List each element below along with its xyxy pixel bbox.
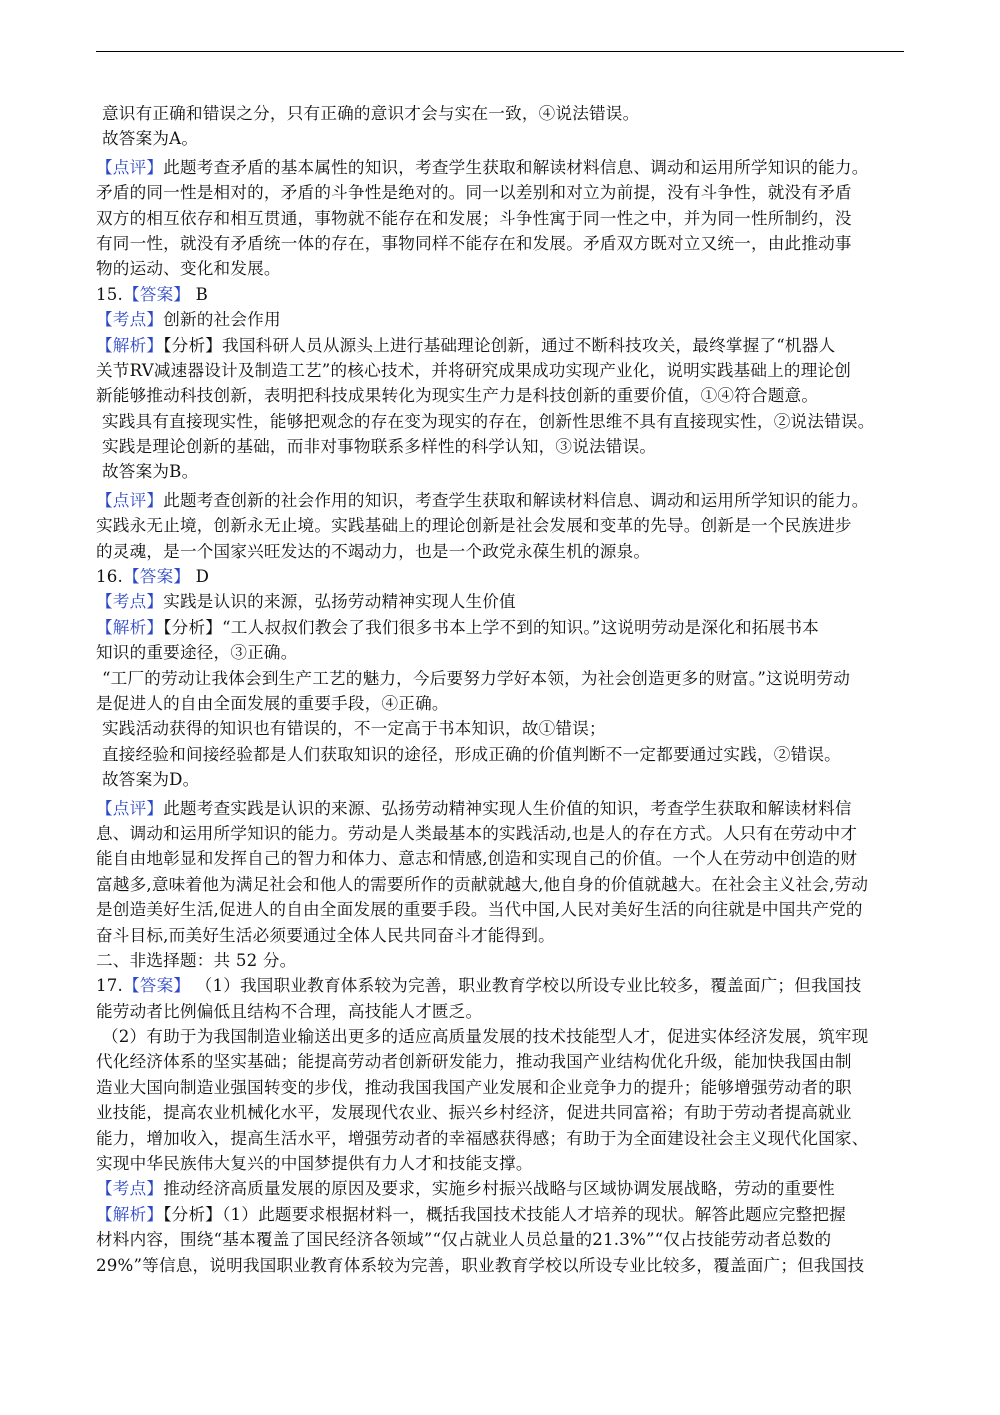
text-line	[96, 821, 906, 846]
text-line	[96, 358, 906, 383]
document-body	[96, 101, 906, 1278]
line-text: 能力，增加收入，提高生活水平，增强劳动者的幸福感获得感；有助于为全面建设社会主义现代化国家、	[96, 1128, 869, 1148]
line-text: 29%”等信息，说明我国职业教育体系较为完善，职业教育学校以所设专业比较多，覆盖面广；但我国技	[96, 1255, 865, 1275]
line-text: 实践永无止境，创新永无止境。实践基础上的理论创新是社会发展和变革的先导。创新是一个民族进步	[96, 516, 852, 536]
text-line	[96, 307, 906, 332]
line-text: 关节RV减速器设计及制造工艺”的核心技术，并将研究成果成功实现产业化，说明实践基础上的理论创	[96, 360, 852, 380]
line-text: 能劳动者比例偏低且结构不合理，高技能人才匮乏。	[96, 1001, 483, 1021]
line-text: 富越多,意味着他为满足社会和他人的需要所作的贡献就越大,他自身的价值就越大。在社会主义社会,劳动	[96, 874, 869, 894]
text-line	[96, 1151, 906, 1176]
text-line	[96, 691, 906, 716]
section-tag: 【答案】	[123, 567, 191, 587]
line-text: 有同一性，就没有矛盾统一体的存在，事物同样不能存在和发展。矛盾双方既对立又统一，由此推动事	[96, 233, 852, 253]
text-line	[96, 640, 906, 665]
line-text: 【分析】“工人叔叔们教会了我们很多书本上学不到的知识。”这说明劳动是深化和拓展书本	[163, 617, 819, 637]
line-text: 实现中华民族伟大复兴的中国梦提供有力人才和技能支撑。	[96, 1154, 533, 1174]
text-line	[96, 383, 906, 408]
line-text: 实践具有直接现实性，能够把观念的存在变为现实的存在，创新性思维不具有直接现实性，②说法错误。	[102, 411, 875, 431]
text-line	[96, 1126, 906, 1151]
text-line	[96, 488, 906, 513]
text-line	[96, 155, 906, 180]
line-text: 故答案为D。	[102, 770, 200, 790]
line-text: D	[190, 567, 210, 587]
line-text: 意识有正确和错误之分，只有正确的意识才会与实在一致，④说法错误。	[102, 104, 640, 123]
line-text: 的灵魂，是一个国家兴旺发达的不竭动力，也是一个政党永葆生机的源泉。	[96, 541, 651, 561]
text-line	[96, 513, 906, 538]
section-tag: 【答案】	[123, 284, 191, 304]
line-text: 造业大国向制造业强国转变的步伐，推动我国我国产业发展和企业竞争力的提升；能够增强劳动者的职	[96, 1077, 852, 1097]
line-text: 奋斗目标,而美好生活必须要通过全体人民共同奋斗才能得到。	[96, 925, 555, 945]
section-tag: 【点评】	[96, 157, 164, 177]
text-line	[96, 615, 906, 640]
text-line	[96, 846, 906, 871]
text-line	[96, 923, 906, 948]
text-line	[96, 434, 906, 459]
question-number: 16.	[96, 567, 123, 587]
line-text: “工厂的劳动让我体会到生产工艺的魅力，今后要努力学好本领，为社会创造更多的财富。”这说明劳动	[102, 668, 850, 688]
line-text: 矛盾的同一性是相对的，矛盾的斗争性是绝对的。同一以差别和对立为前提，没有斗争性，就没有矛盾	[96, 183, 852, 203]
line-text: B	[190, 284, 209, 304]
text-line	[96, 716, 906, 741]
text-line	[96, 666, 906, 691]
section-tag: 【解析】	[96, 335, 164, 355]
text-line	[96, 180, 906, 205]
section-tag: 【考点】	[96, 310, 164, 330]
section-tag: 【解析】	[96, 617, 164, 637]
section-tag: 【点评】	[96, 490, 164, 510]
text-line	[96, 973, 906, 998]
text-line	[96, 1075, 906, 1100]
text-line	[96, 1049, 906, 1074]
line-text: 推动经济高质量发展的原因及要求，实施乡村振兴战略与区域协调发展战略，劳动的重要性	[163, 1179, 835, 1199]
line-text: 息、调动和运用所学知识的能力。劳动是人类最基本的实践活动,也是人的存在方式。人只有在劳动中才	[96, 823, 858, 843]
text-line	[96, 564, 906, 589]
line-text: 故答案为B。	[102, 462, 199, 482]
text-line	[96, 796, 906, 821]
line-text: （1）我国职业教育体系较为完善，职业教育学校以所设专业比较多，覆盖面广；但我国技	[190, 976, 862, 996]
text-line	[96, 256, 906, 281]
line-text: 【分析】（1）此题要求根据材料一，概括我国技术技能人才培养的现状。解答此题应完整把握	[163, 1204, 846, 1224]
line-text: 此题考查矛盾的基本属性的知识，考查学生获取和解读材料信息、调动和运用所学知识的能力。	[163, 157, 869, 177]
text-line	[96, 742, 906, 767]
header-rule	[96, 51, 904, 52]
line-text: 是促进人的自由全面发展的重要手段，④正确。	[96, 693, 449, 713]
text-line	[96, 1176, 906, 1201]
section-tag: 【点评】	[96, 798, 164, 818]
text-line	[96, 1100, 906, 1125]
line-text: 实践是认识的来源，弘扬劳动精神实现人生价值	[163, 592, 516, 612]
line-text: 实践是理论创新的基础，而非对事物联系多样性的科学认知，③说法错误。	[102, 437, 657, 457]
line-text: 故答案为A。	[102, 129, 199, 149]
line-text: 此题考查创新的社会作用的知识，考查学生获取和解读材料信息、调动和运用所学知识的能力。	[163, 490, 869, 510]
text-line	[96, 897, 906, 922]
line-text: 实践活动获得的知识也有错误的，不一定高于书本知识，故①错误；	[102, 719, 606, 739]
line-text: 能自由地彰显和发挥自己的智力和体力、意志和情感,创造和实现自己的价值。一个人在劳动中创造的财	[96, 849, 858, 869]
question-number: 15.	[96, 284, 123, 304]
question-number: 17.	[96, 976, 123, 996]
text-line	[96, 1227, 906, 1252]
line-text: 直接经验和间接经验都是人们获取知识的途径，形成正确的价值判断不一定都要通过实践，②错误。	[102, 744, 841, 764]
text-line	[96, 409, 906, 434]
text-line	[96, 231, 906, 256]
text-line	[96, 1253, 906, 1278]
section-tag: 【考点】	[96, 1179, 164, 1199]
text-line	[96, 1202, 906, 1227]
line-text: 创新的社会作用	[163, 310, 281, 330]
line-text: 物的运动、变化和发展。	[96, 259, 281, 279]
line-text: 是创造美好生活,促进人的自由全面发展的重要手段。当代中国,人民对美好生活的向往就是中国共产党的	[96, 900, 863, 920]
text-line	[96, 333, 906, 358]
text-line	[96, 948, 906, 973]
line-text: 材料内容，围绕“基本覆盖了国民经济各领域”“仅占就业人员总量的21.3%”“仅占技能劳动者总数的	[96, 1230, 832, 1250]
line-text: 【分析】我国科研人员从源头上进行基础理论创新，通过不断科技攻关，最终掌握了“机器人	[163, 335, 836, 355]
line-text: 二、非选择题：共 52 分。	[96, 950, 297, 970]
section-tag: 【答案】	[123, 976, 191, 996]
line-text: （2）有助于为我国制造业输送出更多的适应高质量发展的技术技能型人才，促进实体经济发展，筑牢现	[102, 1027, 869, 1047]
text-line	[96, 1024, 906, 1049]
text-line	[96, 872, 906, 897]
text-line	[96, 206, 906, 231]
line-text: 此题考查实践是认识的来源、弘扬劳动精神实现人生价值的知识，考查学生获取和解读材料信	[163, 798, 852, 818]
section-tag: 【解析】	[96, 1204, 164, 1224]
line-text: 双方的相互依存和相互贯通，事物就不能存在和发展；斗争性寓于同一性之中，并为同一性所制约，没	[96, 208, 852, 228]
section-tag: 【考点】	[96, 592, 164, 612]
text-line	[96, 282, 906, 307]
text-line	[96, 539, 906, 564]
text-line	[96, 589, 906, 614]
text-line	[96, 767, 906, 792]
line-text: 业技能，提高农业机械化水平，发展现代农业、振兴乡村经济，促进共同富裕；有助于劳动者提高就业	[96, 1103, 852, 1123]
text-line	[96, 999, 906, 1024]
line-text: 知识的重要途径，③正确。	[96, 643, 298, 663]
text-line	[96, 101, 906, 126]
text-line	[96, 126, 906, 151]
text-line	[96, 459, 906, 484]
line-text: 新能够推动科技创新，表明把科技成果转化为现实生产力是科技创新的重要价值，①④符合题意。	[96, 386, 819, 406]
line-text: 代化经济体系的坚实基础；能提高劳动者创新研发能力，推动我国产业结构优化升级，能加快我国由制	[96, 1052, 852, 1072]
